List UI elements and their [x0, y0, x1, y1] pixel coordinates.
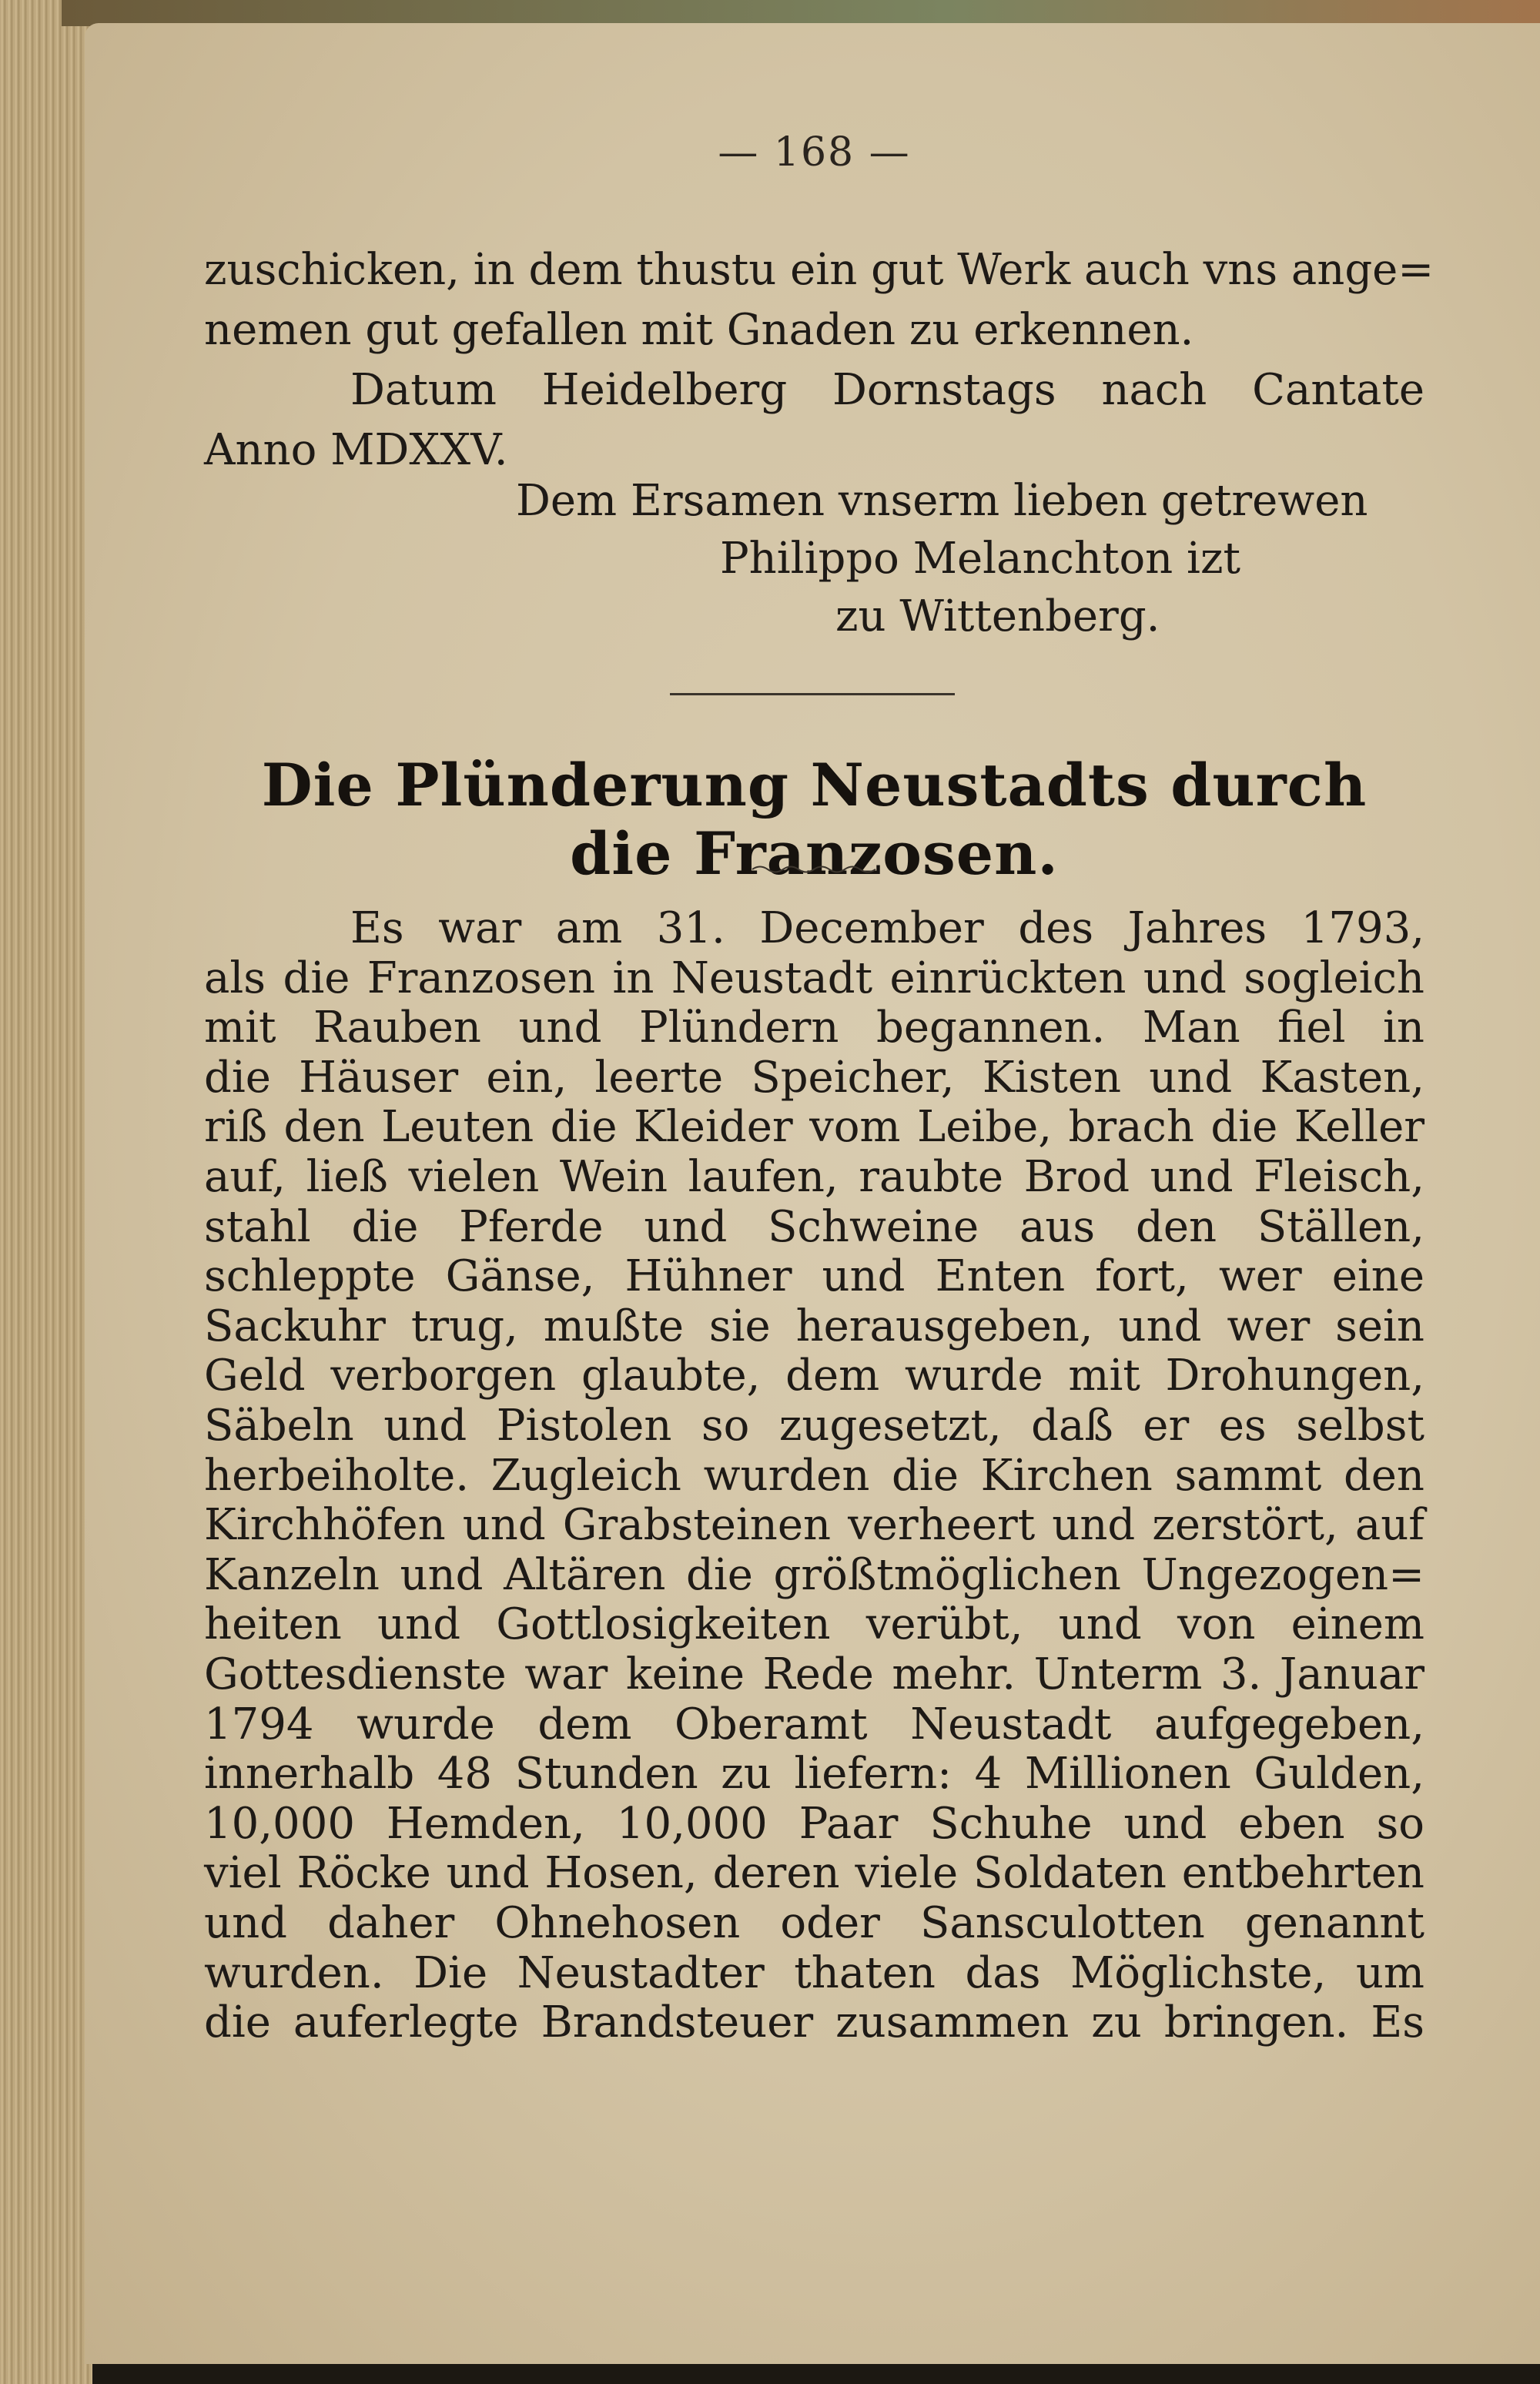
paragraph-line: viel Röcke und Hosen, deren viele Soldaten entbehrten — [204, 1848, 1424, 1899]
page-number: — 168 — — [718, 129, 911, 176]
paragraph-line: Gottesdienste war keine Rede mehr. Unterm 3. Januar — [204, 1649, 1424, 1699]
paragraph-line: die auferlegte Brandsteuer zusammen zu bringen. Es — [204, 1997, 1424, 2048]
paragraph-line: Geld verborgen glaubte, dem wurde mit Drohungen, — [204, 1351, 1424, 1401]
paragraph-line: schleppte Gänse, Hühner und Enten fort, wer eine — [204, 1251, 1424, 1302]
paragraph-line: Säbeln und Pistolen so zugesetzt, daß er es selbst — [204, 1401, 1424, 1451]
paragraph-line: Sackuhr trug, mußte sie herausgeben, und wer sein — [204, 1301, 1424, 1351]
paragraph-line: herbeiholte. Zugleich wurden die Kirchen sammt den — [204, 1450, 1424, 1501]
section-divider — [670, 693, 955, 695]
paragraph-line: 1794 wurde dem Oberamt Neustadt aufgegeben, — [204, 1699, 1424, 1749]
paragraph-line: heiten und Gottlosigkeiten verübt, und von einem — [204, 1599, 1424, 1650]
address-line: zu Wittenberg. — [835, 591, 1160, 641]
paragraph-line: mit Rauben und Plündern begannen. Man fiel in — [204, 1003, 1424, 1053]
paragraph-line: als die Franzosen in Neustadt einrückten und sogleich — [204, 953, 1424, 1003]
paragraph-line: 10,000 Hemden, 10,000 Paar Schuhe und eben so — [204, 1798, 1424, 1849]
paragraph-line: auf, ließ vielen Wein laufen, raubte Brod und Fleisch, — [204, 1152, 1424, 1202]
book-top-edge — [62, 0, 1540, 26]
paragraph-line: riß den Leuten die Kleider vom Leibe, brach die Keller — [204, 1102, 1424, 1153]
address-line: Philippo Melanchton izt — [720, 534, 1240, 584]
paragraph-line: Es war am 31. December des Jahres 1793, — [350, 903, 1424, 953]
paragraph-line: Kirchhöfen und Grabsteinen verheert und zerstört, auf — [204, 1500, 1424, 1551]
paragraph-line: Kanzeln und Altären die größtmöglichen Ungezogen= — [204, 1549, 1424, 1600]
date-line: Datum Heidelberg Dornstags nach Cantate — [350, 365, 1424, 415]
paragraph-line: die Häuser ein, leerte Speicher, Kisten und Kasten, — [204, 1052, 1424, 1103]
address-line: Dem Ersamen vnserm lieben getrewen — [516, 476, 1368, 526]
ornament-squiggle — [751, 862, 878, 876]
date-line: Anno MDXXV. — [204, 425, 508, 475]
paragraph-line: innerhalb 48 Stunden zu liefern: 4 Millionen Gulden, — [204, 1749, 1424, 1800]
text-line: nemen gut gefallen mit Gnaden zu erkennen. — [204, 305, 1194, 355]
page-edge — [0, 0, 92, 2384]
section-heading: Die Plünderung Neustadts durch die Franzosen. — [261, 751, 1368, 888]
text-line: zuschicken, in dem thustu ein gut Werk auch vns ange= — [204, 245, 1435, 295]
paragraph-line: wurden. Die Neustadter thaten das Möglichste, um — [204, 1947, 1424, 1998]
paragraph-line: stahl die Pferde und Schweine aus den Ställen, — [204, 1201, 1424, 1252]
paragraph-line: und daher Ohnehosen oder Sansculotten genannt — [204, 1898, 1424, 1948]
